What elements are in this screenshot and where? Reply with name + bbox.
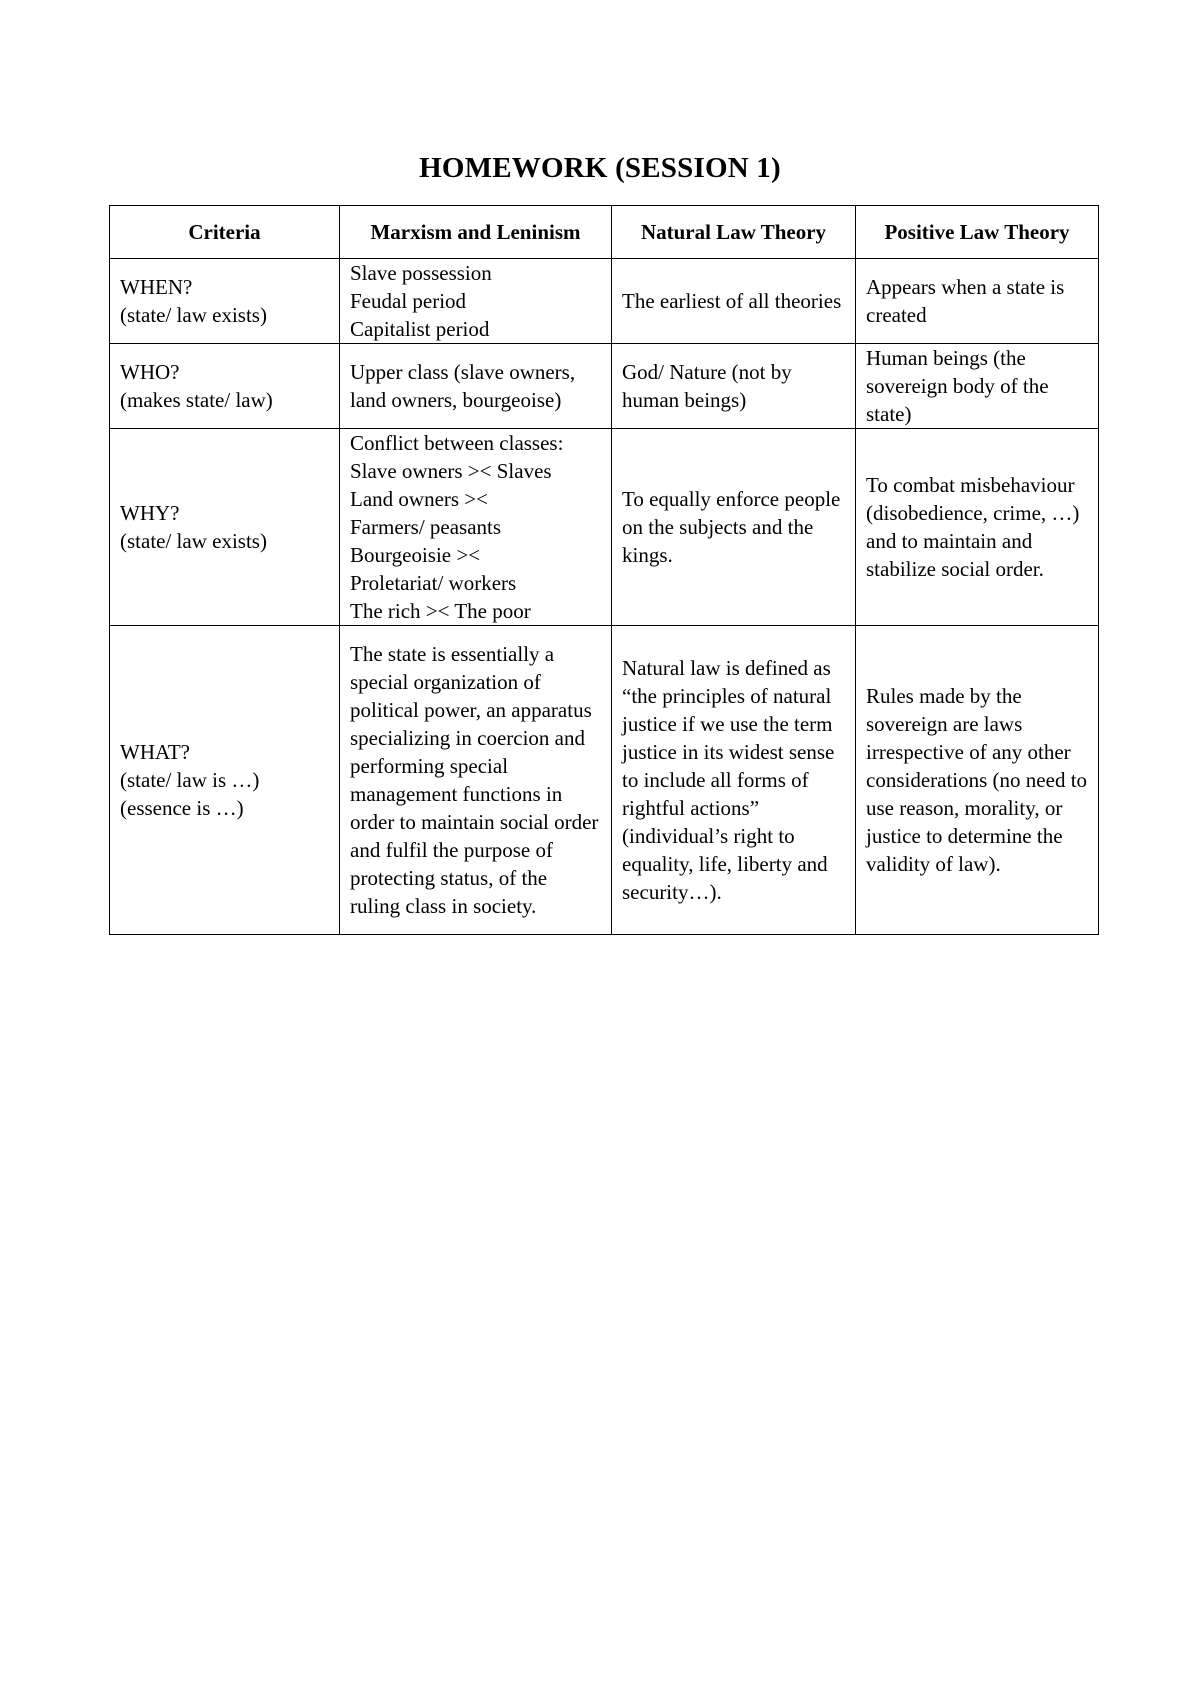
cell-criteria: WHY? (state/ law exists) [110, 429, 340, 626]
table-row-who [110, 344, 1099, 429]
table-row-what [110, 626, 1099, 935]
cell-marxism: Upper class (slave owners, land owners, bourgeoise) [340, 344, 612, 429]
cell-marxism: Conflict between classes: Slave owners >< Slaves Land owners >< Farmers/ peasants Bourgeoisie >< Proletariat/ workers The rich >< The poor [340, 429, 612, 626]
cell-positive: Appears when a state is created [856, 259, 1099, 344]
comparison-table [109, 205, 1099, 935]
table-row-why [110, 429, 1099, 626]
cell-criteria: WHAT? (state/ law is …) (essence is …) [110, 626, 340, 935]
cell-marxism: The state is essentially a special organization of political power, an apparatus specializing in coercion and performing special management functions in order to maintain social order and fulfil the purpose of protecting status, of the ruling class in society. [340, 626, 612, 935]
cell-criteria: WHEN? (state/ law exists) [110, 259, 340, 344]
cell-natural: Natural law is defined as “the principles of natural justice if we use the term justice in its widest sense to include all forms of rightful actions” (individual’s right to equality, life, liberty and security…). [612, 626, 856, 935]
table-row-when [110, 259, 1099, 344]
cell-positive: Rules made by the sovereign are laws irrespective of any other considerations (no need to use reason, morality, or justice to determine the validity of law). [856, 626, 1099, 935]
cell-natural: God/ Nature (not by human beings) [612, 344, 856, 429]
cell-natural: The earliest of all theories [612, 259, 856, 344]
cell-positive: To combat misbehaviour (disobedience, crime, …) and to maintain and stabilize social order. [856, 429, 1099, 626]
cell-positive: Human beings (the sovereign body of the state) [856, 344, 1099, 429]
cell-criteria: WHO? (makes state/ law) [110, 344, 340, 429]
table-header-row [110, 206, 1099, 259]
cell-natural: To equally enforce people on the subjects and the kings. [612, 429, 856, 626]
cell-marxism: Slave possession Feudal period Capitalist period [340, 259, 612, 344]
header-positive-law-theory: Positive Law Theory [856, 206, 1099, 259]
header-criteria: Criteria [110, 206, 340, 259]
header-natural-law-theory: Natural Law Theory [612, 206, 856, 259]
header-marxism-leninism: Marxism and Leninism [340, 206, 612, 259]
page-title: HOMEWORK (SESSION 1) [419, 152, 781, 184]
